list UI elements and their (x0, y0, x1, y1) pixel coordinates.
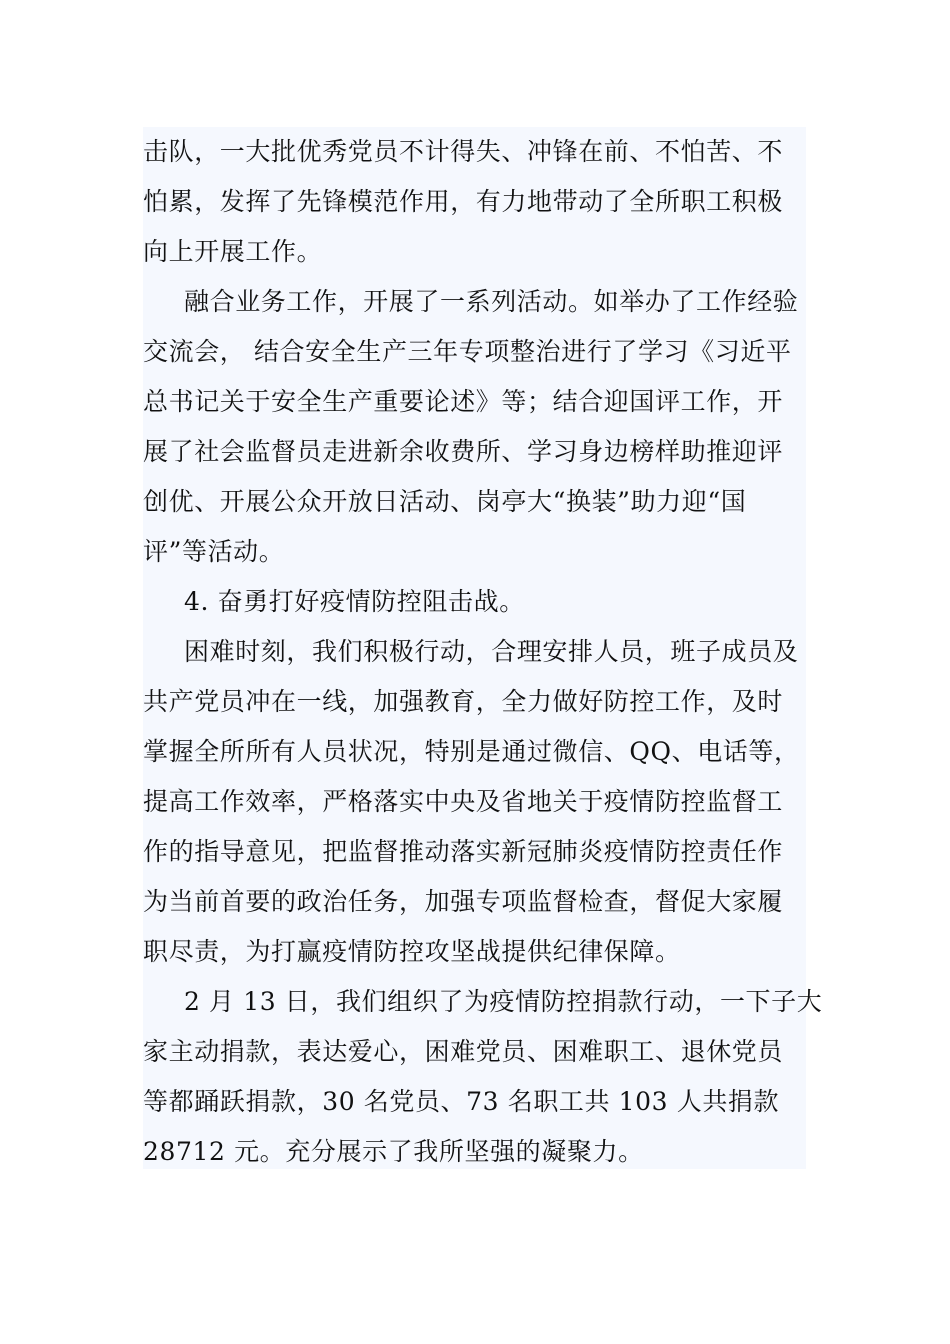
text-line: 掌握全所所有人员状况，特别是通过微信、QQ、电话等， (143, 737, 800, 766)
text-line: 展了社会监督员走进新余收费所、学习身边榜样助推迎评 (143, 437, 784, 466)
text-line: 提高工作效率，严格落实中央及省地关于疫情防控监督工 (143, 787, 784, 816)
text-line: 交流会， 结合安全生产三年专项整治进行了学习《习近平 (143, 337, 792, 366)
text-line: 击队，一大批优秀党员不计得失、冲锋在前、不怕苦、不 (143, 137, 784, 166)
text-line: 2 月 13 日，我们组织了为疫情防控捐款行动，一下子大 (184, 987, 823, 1016)
text-line: 为当前首要的政治任务，加强专项监督检查，督促大家履 (143, 887, 784, 916)
text-line: 家主动捐款，表达爱心，困难党员、困难职工、退休党员 (143, 1037, 784, 1066)
document-body (143, 127, 823, 1169)
text-line: 评”等活动。 (143, 537, 285, 566)
text-line: 总书记关于安全生产重要论述》等；结合迎国评工作，开 (143, 387, 784, 416)
section-heading: 4. 奋勇打好疫情防控阻击战。 (184, 587, 525, 616)
text-line: 共产党员冲在一线，加强教育，全力做好防控工作，及时 (143, 687, 784, 716)
text-line: 作的指导意见，把监督推动落实新冠肺炎疫情防控责任作 (143, 837, 784, 866)
text-line: 融合业务工作，开展了一系列活动。如举办了工作经验 (184, 287, 799, 316)
text-line: 等都踊跃捐款，30 名党员、73 名职工共 103 人共捐款 (143, 1087, 780, 1116)
text-line: 向上开展工作。 (143, 237, 323, 266)
text-line: 困难时刻，我们积极行动，合理安排人员，班子成员及 (184, 637, 799, 666)
text-line: 怕累，发挥了先锋模范作用，有力地带动了全所职工积极 (143, 187, 784, 216)
text-line: 职尽责，为打赢疫情防控攻坚战提供纪律保障。 (143, 937, 681, 966)
text-line: 28712 元。充分展示了我所坚强的凝聚力。 (143, 1137, 644, 1166)
text-line: 创优、开展公众开放日活动、岗亭大“换装”助力迎“国 (143, 487, 747, 516)
